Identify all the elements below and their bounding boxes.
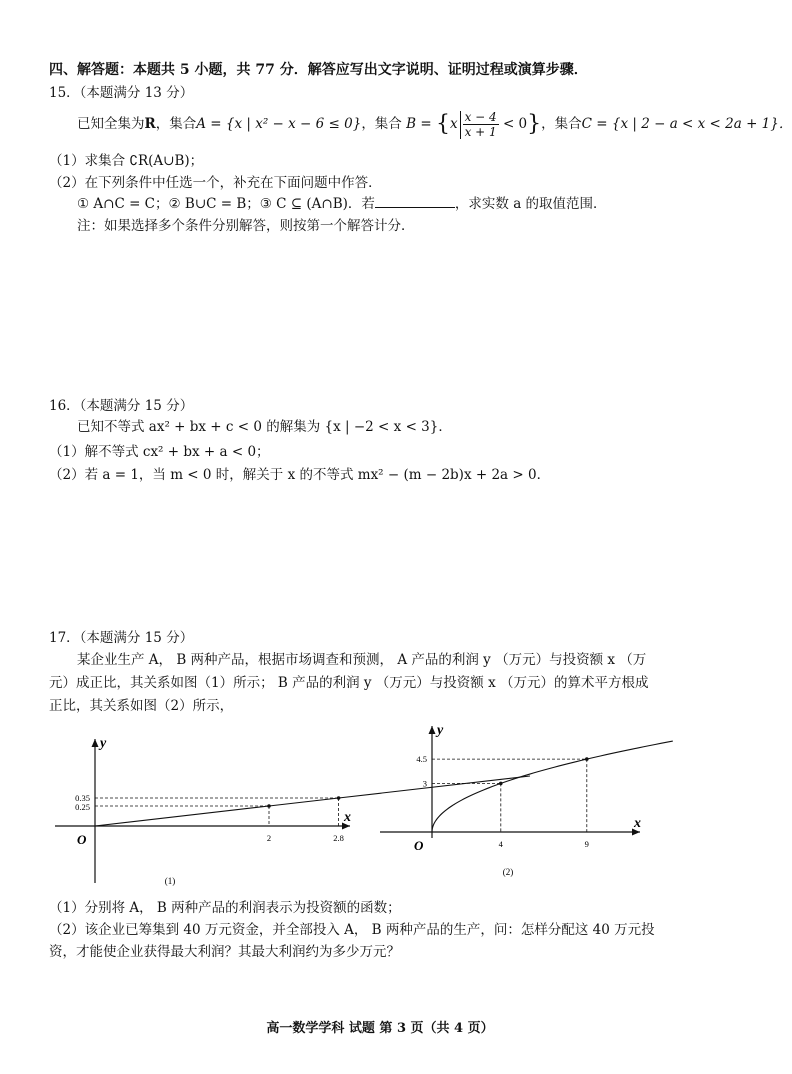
q15-intro-a: 已知全集为 [77,116,145,132]
marked-point-1 [337,796,341,800]
set-b-left: B = [406,116,432,132]
q17-line2: 元）成正比，其关系如图（1）所示； B 产品的利润 y （万元）与投资额 x （万元）的算术平方根成 [49,675,649,691]
q17-line3: 正比，其关系如图（2）所示， [49,698,234,714]
q15-options [77,195,607,213]
set-b-brace-close: } [527,111,542,137]
set-b-fraction [463,110,499,139]
q15-note: 注：如果选择多个条件分别解答，则按第一个解答计分． [77,218,415,234]
fraction-numerator: x − 4 [464,110,497,124]
marked-point-0 [267,804,271,808]
q17-line1: 某企业生产 A， B 两种产品，根据市场调查和预测， A 产品的利润 y （万元）与投资额 x （万 [77,652,647,668]
answer-blank [375,195,455,208]
q15-intro-d: ，集合 [541,116,582,132]
y-tick-label-1: 3 [422,778,427,789]
marked-point-0 [499,782,503,786]
y-tick-label-0: 4.5 [416,754,427,765]
universal-set: R [144,116,156,132]
q15-statement [77,108,792,141]
fraction-denominator: x + 1 [464,125,497,139]
q15-part2: （2）在下列条件中任选一个，补充在下面问题中作答． [49,175,382,191]
q17-number: 17．（本题满分 15 分） [49,630,194,646]
q17-part2a: （2）该企业已筹集到 40 万元资金，并全部投入 A， B 两种产品的生产，问：怎样分配这 40 万元投 [49,922,655,938]
set-b-right: < 0 [502,116,528,132]
figure-caption: (2) [502,867,514,877]
q16-number: 16．（本题满分 15 分） [49,398,194,414]
y-tick-label-0: 0.35 [75,793,90,803]
figure-2-chart [375,722,655,884]
x-tick-label-1: 9 [584,839,589,849]
q15-intro-c: ，集合 [361,116,402,132]
q15-number: 15．（本题满分 13 分） [49,85,194,101]
q16-statement: 已知不等式 ax² + bx + c < 0 的解集为 {x | −2 < x < 3}． [77,419,452,435]
x-tick-label-0: 4 [498,839,503,849]
q15-options-text: ① A∩C = C；② B∪C = B；③ C ⊆ (A∩B)．若 [77,196,375,212]
q17-part1: （1）分别将 A， B 两种产品的利润表示为投资额的函数； [49,900,401,916]
origin-label: O [77,832,87,847]
section-header: 四、解答题：本题共 5 小题，共 77 分．解答应写出文字说明、证明过程或演算步骤． [49,62,588,78]
q15-options-tail: ，求实数 a 的取值范围． [454,196,607,212]
origin-label: O [414,838,424,853]
y-axis-label: y [100,736,107,751]
x-tick-label-0: 2 [266,833,272,843]
q16-part2: （2）若 a = 1，当 m < 0 时，解关于 x 的不等式 mx² − (m − 2b)x + 2a > 0． [49,467,551,483]
q17-part2b: 资，才能使企业获得最大利润？其最大利润约为多少万元？ [49,944,400,960]
x-axis-label: x [634,816,641,831]
set-a: A = {x | x² − x − 6 ≤ 0} [196,116,362,132]
x-axis-label: x [344,810,351,825]
q15-part1: （1）求集合 ∁R(A∪B)； [49,153,204,169]
set-c: C = {x | 2 − a < x < 2a + 1}． [581,116,792,132]
q15-intro-b: ，集合 [155,116,197,132]
y-tick-label-1: 0.25 [75,802,90,812]
q16-part1: （1）解不等式 cx² + bx + a < 0； [49,444,270,460]
y-axis-label: y [437,723,444,738]
x-tick-label-1: 2.8 [333,833,344,843]
set-b-brace-open: { [435,111,450,137]
marked-point-1 [585,757,589,761]
y-axis-arrow [92,739,99,747]
page-footer: 高一数学学科 试题 第 3 页（共 4 页） [266,1021,494,1036]
figure-1-chart [55,735,360,890]
set-b-var: x [449,116,458,132]
set-b-bar [460,111,461,139]
figure-caption: (1) [164,876,176,886]
y-axis-arrow [429,726,436,734]
